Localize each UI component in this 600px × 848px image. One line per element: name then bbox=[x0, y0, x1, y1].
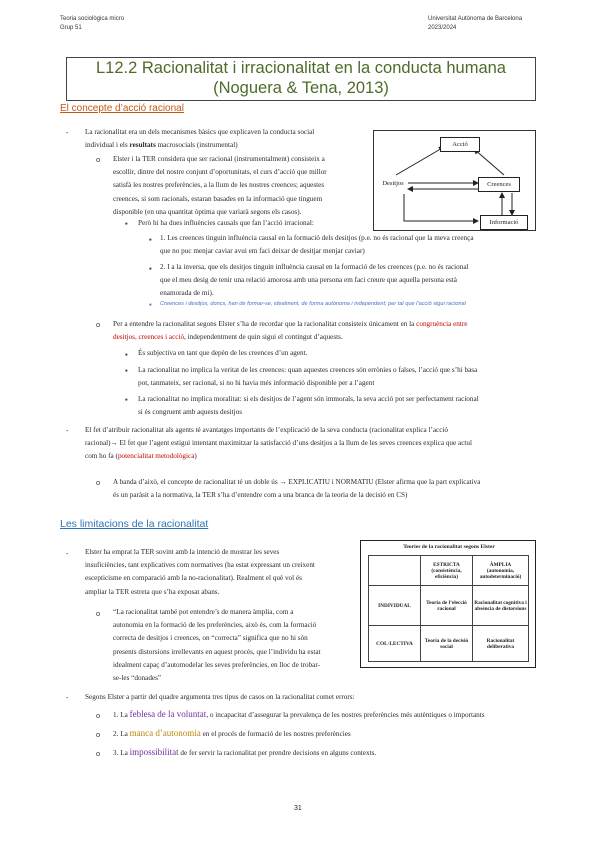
paragraph-congruencia: Per a entendre la racionalitat segons Elster s’ha de recordar que la racionalitat consisteix únicament en la congruència entre desitjos, creences i acció, independentment de quin sigui el contingut d’aquests. bbox=[113, 320, 468, 342]
arrow-desitjos-accio bbox=[396, 147, 444, 175]
arrow-creences-accio bbox=[474, 149, 504, 175]
table-header-amplia: ÀMPLIA (autonomia, autodeterminació) bbox=[473, 556, 529, 586]
bullet-square: ▪ bbox=[125, 366, 128, 375]
header-group: Grup 51 bbox=[60, 25, 82, 31]
bullet-square: ▪ bbox=[149, 235, 152, 244]
bullet-square: ▪ bbox=[149, 300, 152, 309]
case-autonomia: 2. La manca d’autonomia en el procés de formació de les nostres preferències bbox=[113, 728, 351, 738]
case-feblesa: 1. La feblesa de la voluntat, o incapacitat d’assegurar la prevalença de les nostres preferències més autèntiques o importants bbox=[113, 709, 485, 719]
paragraph-avantatges: El fet d’atribuir racionalitat als agents té avantatges importants de l’explicació de la seva conducta (racionalitat explica l’acció racional)→ El fet que l’agent estigui intentant maximitzar la satisfacció d’uns desitjos a la llum de les seves creences explica que actuï com ho fa (potencialitat metodològica) bbox=[85, 426, 472, 461]
paragraph-doble-us: A banda d’això, el concepte de racionalitat té un doble ús → EXPLICATIU i NORMATIU (Elster afirma que la part explicativa és un paràsit a la normativa, la TER s’ha d’entendre com a una branca de la teoria de la decisió en CS) bbox=[113, 478, 481, 500]
bullet-circle: o bbox=[96, 749, 101, 758]
table-row-head-collectiva: COL·LECTIVA bbox=[369, 626, 421, 662]
table-row-head-individual: INDIVIDUAL bbox=[369, 586, 421, 626]
note-autonomia: Creences i desitjos, doncs, han de formar-se, idealment, de forma autònoma i independent; per tal que l’acció sigui racional bbox=[160, 301, 466, 307]
paragraph-elster: Elster i la TER considera que ser racional (instrumentalment) consisteix a escollir, dintre del nostre conjunt d’oportunitats, el curs d’acció que millor satisfà les nostres preferències, a la llum de les nostres creences; aquestes creences, si som racionals, estaran basades en la informació que tinguem disponible (en una quantitat òptima que variarà segons els casos). bbox=[113, 155, 327, 216]
table-cell-empty bbox=[369, 556, 421, 586]
page-number: 31 bbox=[294, 805, 302, 812]
bullet-square: ▪ bbox=[125, 219, 128, 228]
bullet-circle: o bbox=[96, 730, 101, 739]
paragraph-subjectiva: És subjectiva en tant que depèn de les creences d’un agent. bbox=[138, 349, 308, 357]
title-line-1: L12.2 Racionalitat i irracionalitat en la conducta humana bbox=[95, 59, 506, 77]
paragraph-moralitat: La racionalitat no implica moralitat: si els desitjos de l’agent són immorals, la seva acció pot ser perfectament racional si és congruent amb aquests desitjos bbox=[138, 395, 479, 417]
page-title bbox=[66, 57, 536, 101]
paragraph-tres-casos: Segons Elster a partir del quadre argumenta tres tipus de casos on la racionalitat comet errors: bbox=[85, 693, 355, 701]
table-cell: Racionalitat cognitiva i absència de distorsions bbox=[473, 586, 529, 626]
paragraph-influencia-2: 2. I a la inversa, que els desitjos tinguin influència causal en la formació de les creences (p.e. no és racional que el meu desig de tenir una relació amorosa amb una persona em faci creure que aquella persona està enamorada de mi). bbox=[160, 263, 469, 298]
bullet-circle: o bbox=[96, 711, 101, 720]
bullet-circle: o bbox=[96, 320, 101, 329]
title-line-2: (Noguera & Tena, 2013) bbox=[213, 79, 389, 97]
header-year: 2023/2024 bbox=[428, 25, 457, 31]
table-title: Teories de la racionalitat segons Elster bbox=[403, 544, 495, 550]
header-university-name: Universitat Autònoma de Barcelona bbox=[428, 16, 523, 22]
paragraph-elster-ter: Elster ha emprat la TER sovint amb la intenció de mostrar les seves insuficiències, tant explicatives com normatives (ha estat expressant un creixent escepticisme en comparació amb la no-racionalitat). Realment el què vol és ampliar la TER estreta que s’ha exposat abans. bbox=[85, 548, 315, 596]
bullet-dash: - bbox=[66, 549, 69, 558]
table-row bbox=[369, 626, 529, 662]
bullet-circle: o bbox=[96, 478, 101, 487]
table-cell: Teoria de l’elecció racional bbox=[421, 586, 473, 626]
table-cell: Racionalitat deliberativa bbox=[473, 626, 529, 662]
table-row bbox=[369, 586, 529, 626]
paragraph-racionalitat: La racionalitat era un dels mecanismes bàsics que explicaven la conducta social individual i els resultats macrosocials (instrumental) bbox=[85, 128, 315, 150]
section-heading-limitacions: Les limitacions de la racionalitat bbox=[60, 518, 209, 530]
bullet-dash: - bbox=[66, 693, 69, 702]
paragraph-influencies: Però hi ha dues influències causals que fan l’acció irracional: bbox=[138, 219, 314, 227]
arrow-desitjos-informacio bbox=[404, 194, 478, 221]
paragraph-veritat: La racionalitat no implica la veritat de les creences: quan aquestes creences són errònies o falses, l’acció que s’hi basa pot, tanmateix, ser racional, si no hi havia més informació disponible per a l’agent bbox=[138, 366, 478, 388]
quote-racionalitat-amplia: “La racionalitat també pot entendre’s de manera àmplia, com a autonomia en la formació de les preferències, això és, com la formació correcta de desitjos i creences, on “correcta” significa que no hi són presents distorsions irrellevants en aquest procés, que l’individu ha estat idealment capaç d’automodelar les seves preferències, en lloc de trobar- se-les “donades” bbox=[113, 608, 321, 683]
diagram-node-desitjos: Desitjos bbox=[382, 180, 404, 187]
accio-diagram bbox=[373, 130, 536, 231]
bullet-circle: o bbox=[96, 155, 101, 164]
bullet-square: ▪ bbox=[149, 264, 152, 273]
bullet-circle: o bbox=[96, 609, 101, 618]
header-course-title: Teoria sociològica micro bbox=[60, 16, 125, 22]
paragraph-influencia-1: 1. Les creences tinguin influència causal en la formació dels desitjos (p.e. no és racional que la meva creença que no puc menjar caviar avui em faci deixar de desitjar menjar caviar) bbox=[160, 234, 474, 256]
bullet-square: ▪ bbox=[125, 350, 128, 359]
header-course bbox=[60, 15, 124, 33]
bullet-dash: - bbox=[66, 426, 69, 435]
rationality-table bbox=[368, 555, 529, 662]
diagram-node-accio: Acció bbox=[440, 137, 480, 152]
bullet-dash: - bbox=[66, 128, 69, 137]
diagram-node-informacio: Informació bbox=[480, 215, 528, 230]
elster-rationality-table bbox=[360, 540, 536, 668]
bullet-square: ▪ bbox=[125, 395, 128, 404]
table-row bbox=[369, 556, 529, 586]
header-university bbox=[428, 15, 522, 33]
table-header-estricta: ESTRICTA (consistència, eficiència) bbox=[421, 556, 473, 586]
section-heading-accio-racional: El concepte d’acció racional bbox=[60, 103, 184, 114]
table-cell: Teoria de la decisió social bbox=[421, 626, 473, 662]
case-impossibilitat: 3. La impossibilitat de fer servir la racionalitat per prendre decisions en alguns contexts. bbox=[113, 747, 377, 757]
diagram-node-creences: Creences bbox=[478, 177, 520, 192]
